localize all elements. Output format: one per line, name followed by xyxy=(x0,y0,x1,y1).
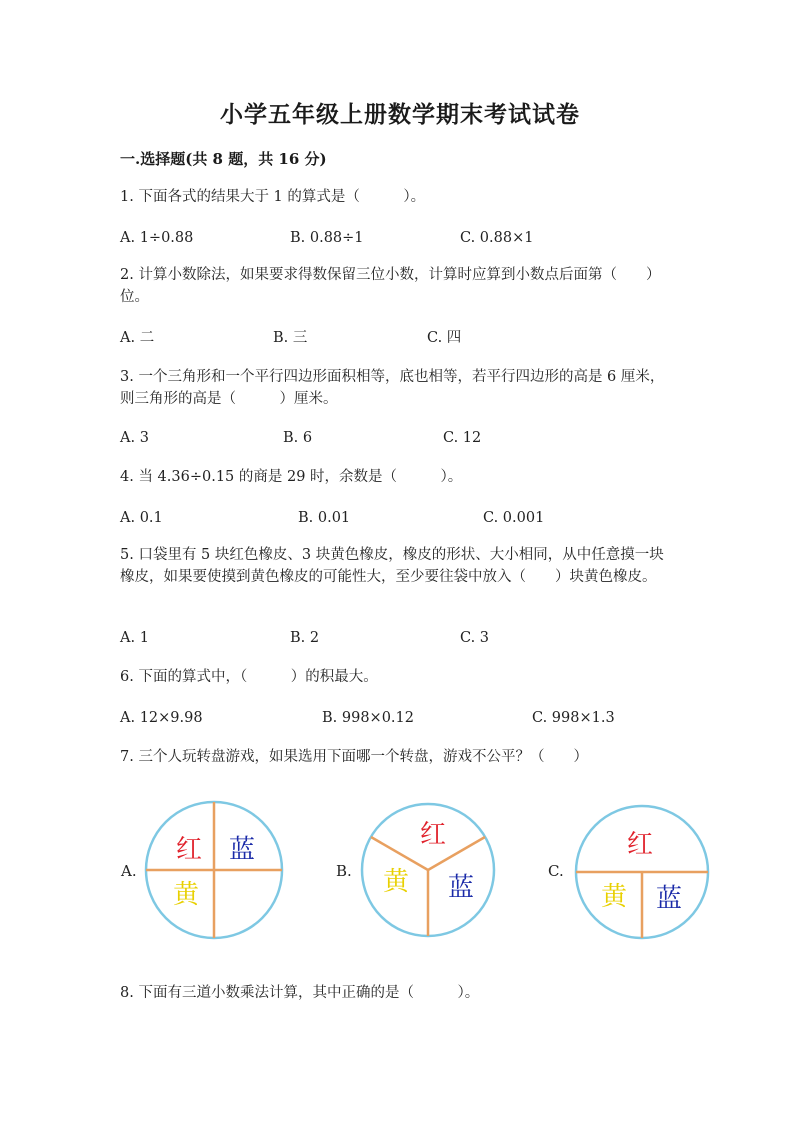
spinner-b-yellow-label: 黄 xyxy=(382,867,410,897)
q3-option-c[interactable]: C. 12 xyxy=(443,430,482,446)
question-5: 5. 口袋里有 5 块红色橡皮、3 块黄色橡皮，橡皮的形状、大小相同，从中任意摸一块橡皮，如果要使摸到黄色橡皮的可能性大，至少要往袋中放入（ ）块黄色橡皮。 xyxy=(120,547,664,585)
q6-option-b[interactable]: B. 998×0.12 xyxy=(322,710,414,726)
spinner-b-red-label: 红 xyxy=(419,820,447,850)
question-7: 7. 三个人玩转盘游戏，如果选用下面哪一个转盘，游戏不公平？（ ） xyxy=(120,749,588,765)
page-title: 小学五年级上册数学期末考试试卷 xyxy=(220,101,580,128)
q2-option-b[interactable]: B. 三 xyxy=(273,330,308,346)
spinner-a-yellow-label: 黄 xyxy=(172,880,200,910)
q1-option-c[interactable]: C. 0.88×1 xyxy=(460,230,534,246)
q5-option-c[interactable]: C. 3 xyxy=(460,630,490,646)
spinner-c[interactable] xyxy=(576,806,708,938)
q2-option-a[interactable]: A. 二 xyxy=(120,330,155,346)
q4-option-c[interactable]: C. 0.001 xyxy=(483,510,545,526)
spinner-a-blue-label: 蓝 xyxy=(228,835,256,865)
spinner-c-red-label: 红 xyxy=(626,830,654,860)
q6-option-c[interactable]: C. 998×1.3 xyxy=(532,710,615,726)
q3-option-a[interactable]: A. 3 xyxy=(120,430,149,446)
q5-option-b[interactable]: B. 2 xyxy=(290,630,320,646)
q4-option-b[interactable]: B. 0.01 xyxy=(298,510,351,526)
question-3: 3. 一个三角形和一个平行四边形面积相等，底也相等，若平行四边形的高是 6 厘米，则三角形的高是（ ）厘米。 xyxy=(120,369,665,407)
question-1: 1. 下面各式的结果大于 1 的算式是（ ）。 xyxy=(120,189,426,205)
q7-option-b-label[interactable]: B. xyxy=(336,862,352,880)
q4-option-a[interactable]: A. 0.1 xyxy=(120,510,163,526)
question-6: 6. 下面的算式中，（ ）的积最大。 xyxy=(120,669,378,685)
q1-option-b[interactable]: B. 0.88÷1 xyxy=(290,230,364,246)
section-heading: 一.选择题(共 8 题，共 16 分) xyxy=(120,150,327,168)
q3-option-b[interactable]: B. 6 xyxy=(283,430,313,446)
spinner-a-red-label: 红 xyxy=(175,835,203,865)
question-8: 8. 下面有三道小数乘法计算，其中正确的是（ ）。 xyxy=(120,985,480,1001)
question-2: 2. 计算小数除法，如果要求得数保留三位小数，计算时应算到小数点后面第（ ）位。 xyxy=(120,267,654,305)
q6-option-a[interactable]: A. 12×9.98 xyxy=(120,710,203,726)
spinner-c-yellow-label: 黄 xyxy=(600,882,628,912)
spinner-c-blue-label: 蓝 xyxy=(655,884,683,914)
q5-option-a[interactable]: A. 1 xyxy=(120,630,149,646)
spinner-a[interactable] xyxy=(146,802,282,938)
q7-option-c-label[interactable]: C. xyxy=(548,862,564,880)
question-4: 4. 当 4.36÷0.15 的商是 29 时，余数是（ ）。 xyxy=(120,469,463,485)
q1-option-a[interactable]: A. 1÷0.88 xyxy=(120,230,194,246)
spinner-b[interactable] xyxy=(362,804,494,936)
spinner-b-blue-label: 蓝 xyxy=(447,873,475,903)
q2-option-c[interactable]: C. 四 xyxy=(427,330,462,346)
spinners-figure xyxy=(0,770,800,970)
q7-option-a-label[interactable]: A. xyxy=(121,862,137,880)
